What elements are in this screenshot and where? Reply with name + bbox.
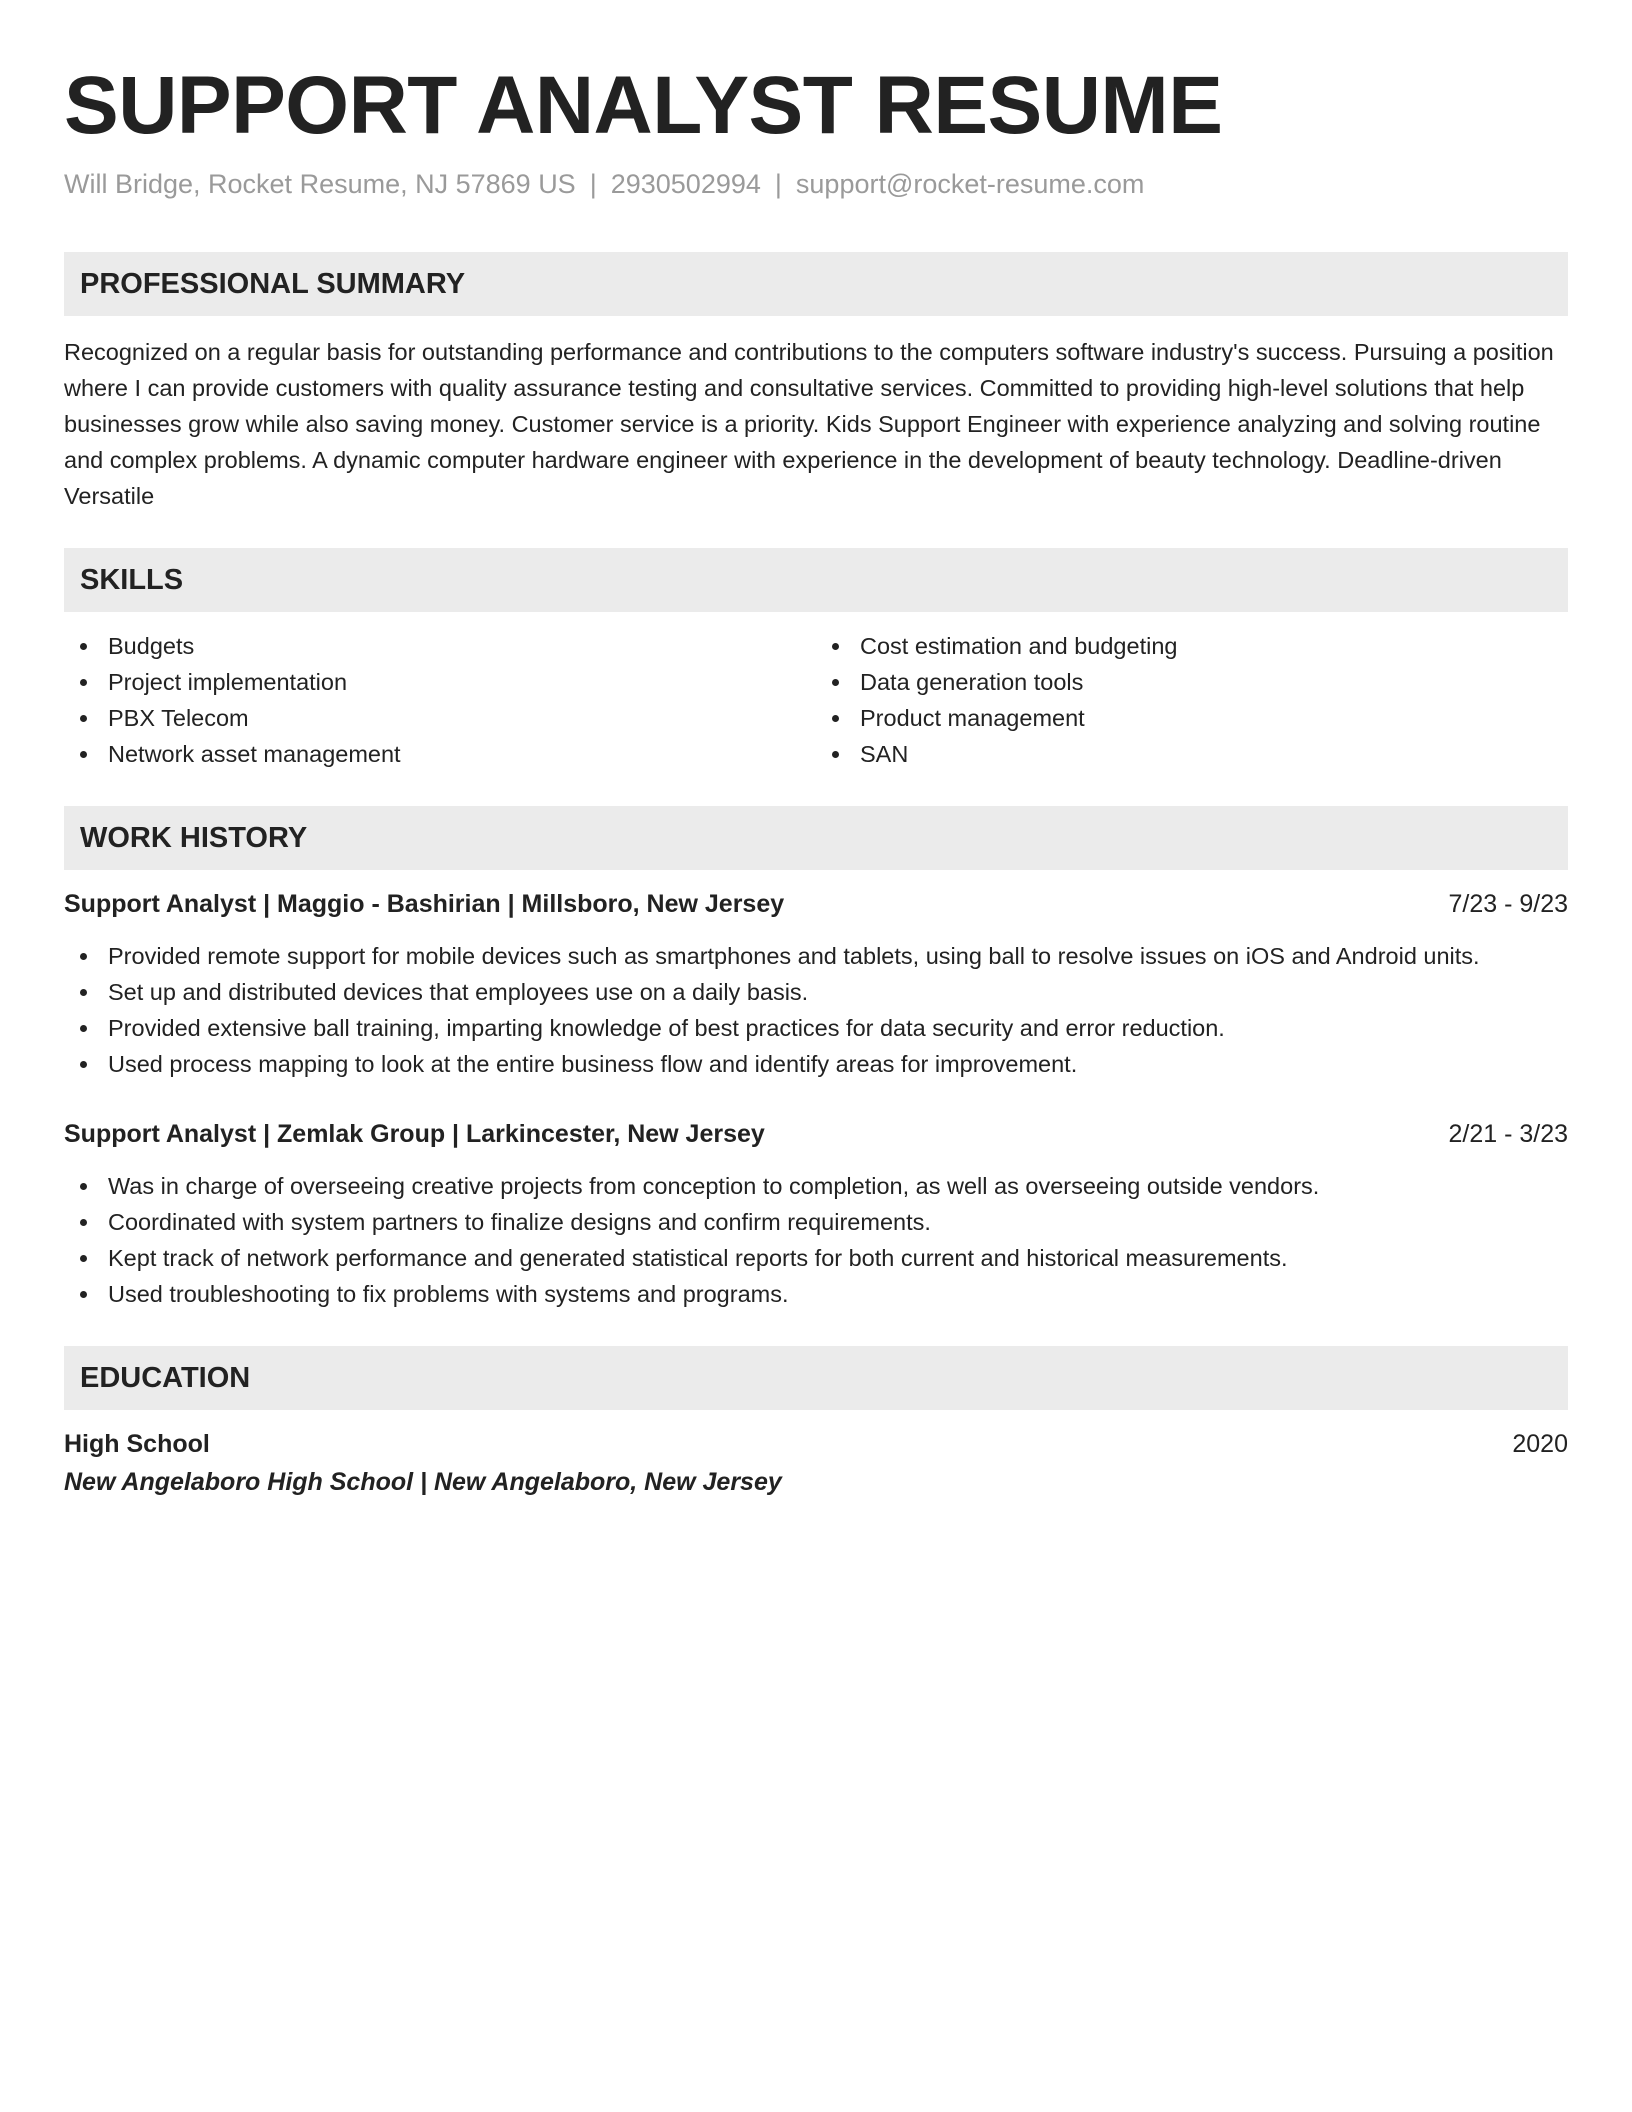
skills-column-left: [64, 628, 816, 772]
bullet-icon: [80, 751, 87, 758]
bullet-icon: [80, 715, 87, 722]
contact-line: [64, 166, 1568, 202]
job-bullet: Kept track of network performance and generated statistical reports for both current and historical measurements.: [64, 1240, 1568, 1276]
bullet-icon: [832, 751, 839, 758]
education-header-row: [64, 1426, 1568, 1462]
bullet-icon: [80, 1025, 87, 1032]
resume-title: SUPPORT ANALYST RESUME: [64, 60, 1223, 151]
bullet-icon: [80, 1291, 87, 1298]
bullet-icon: [80, 989, 87, 996]
contact-email: support@rocket-resume.com: [795, 169, 1145, 199]
job-dates: 2/21 - 3/23: [1448, 1120, 1568, 1148]
bullet-icon: [80, 1219, 87, 1226]
skills-column-right: [816, 628, 1568, 772]
contact-separator: |: [774, 169, 782, 199]
bullet-icon: [80, 953, 87, 960]
bullet-icon: [80, 1255, 87, 1262]
skill-item: PBX Telecom: [64, 700, 816, 736]
education-year: 2020: [1512, 1430, 1568, 1458]
skill-item: Cost estimation and budgeting: [816, 628, 1568, 664]
education-school: New Angelaboro High School | New Angelaboro, New Jersey: [64, 1468, 782, 1496]
contact-address: Will Bridge, Rocket Resume, NJ 57869 US: [64, 169, 576, 199]
skills-section-header: SKILLS: [64, 548, 1568, 612]
job-bullets: [64, 1168, 1568, 1312]
bullet-icon: [80, 643, 87, 650]
job-header-row: [64, 1116, 1568, 1152]
job-bullet: Coordinated with system partners to finalize designs and confirm requirements.: [64, 1204, 1568, 1240]
skill-item: Project implementation: [64, 664, 816, 700]
bullet-icon: [832, 679, 839, 686]
job-bullets: [64, 938, 1568, 1082]
job-bullet: Set up and distributed devices that employees use on a daily basis.: [64, 974, 1568, 1010]
bullet-icon: [80, 1183, 87, 1190]
skills-list: [64, 628, 1568, 772]
bullet-icon: [832, 715, 839, 722]
bullet-icon: [80, 679, 87, 686]
skill-item: Data generation tools: [816, 664, 1568, 700]
skill-item: Budgets: [64, 628, 816, 664]
job-entry: [64, 886, 1568, 1082]
job-header-row: [64, 886, 1568, 922]
job-bullet: Provided extensive ball training, imparting knowledge of best practices for data security and error reduction.: [64, 1010, 1568, 1046]
contact-phone: 2930502994: [610, 169, 761, 199]
job-bullet: Was in charge of overseeing creative projects from conception to completion, as well as overseeing outside vendors.: [64, 1168, 1568, 1204]
skill-item: Network asset management: [64, 736, 816, 772]
work-history-section-header: WORK HISTORY: [64, 806, 1568, 870]
job-title: Support Analyst | Maggio - Bashirian | Millsboro, New Jersey: [64, 890, 785, 918]
contact-separator: |: [589, 169, 597, 199]
job-bullet: Used process mapping to look at the entire business flow and identify areas for improvement.: [64, 1046, 1568, 1082]
job-title: Support Analyst | Zemlak Group | Larkincester, New Jersey: [64, 1120, 765, 1148]
skill-item: SAN: [816, 736, 1568, 772]
job-bullet: Provided remote support for mobile devices such as smartphones and tablets, using ball to resolve issues on iOS and Android units.: [64, 938, 1568, 974]
job-bullet: Used troubleshooting to fix problems with systems and programs.: [64, 1276, 1568, 1312]
job-dates: 7/23 - 9/23: [1448, 890, 1568, 918]
bullet-icon: [832, 643, 839, 650]
summary-text: Recognized on a regular basis for outstanding performance and contributions to the computers software industry's success. Pursuing a position where I can provide customers with quality assurance testing and consultative services. Committed to providing high-level solutions that help businesses grow while also saving money. Customer service is a priority. Kids Support Engineer with experience analyzing and solving routine and complex problems. A dynamic computer hardware engineer with experience in the development of beauty technology. Deadline-driven Versatile: [64, 339, 1554, 509]
bullet-icon: [80, 1061, 87, 1068]
job-entry: [64, 1116, 1568, 1312]
education-section-header: EDUCATION: [64, 1346, 1568, 1410]
skill-item: Product management: [816, 700, 1568, 736]
education-degree: High School: [64, 1430, 210, 1458]
summary-section-header: PROFESSIONAL SUMMARY: [64, 252, 1568, 316]
